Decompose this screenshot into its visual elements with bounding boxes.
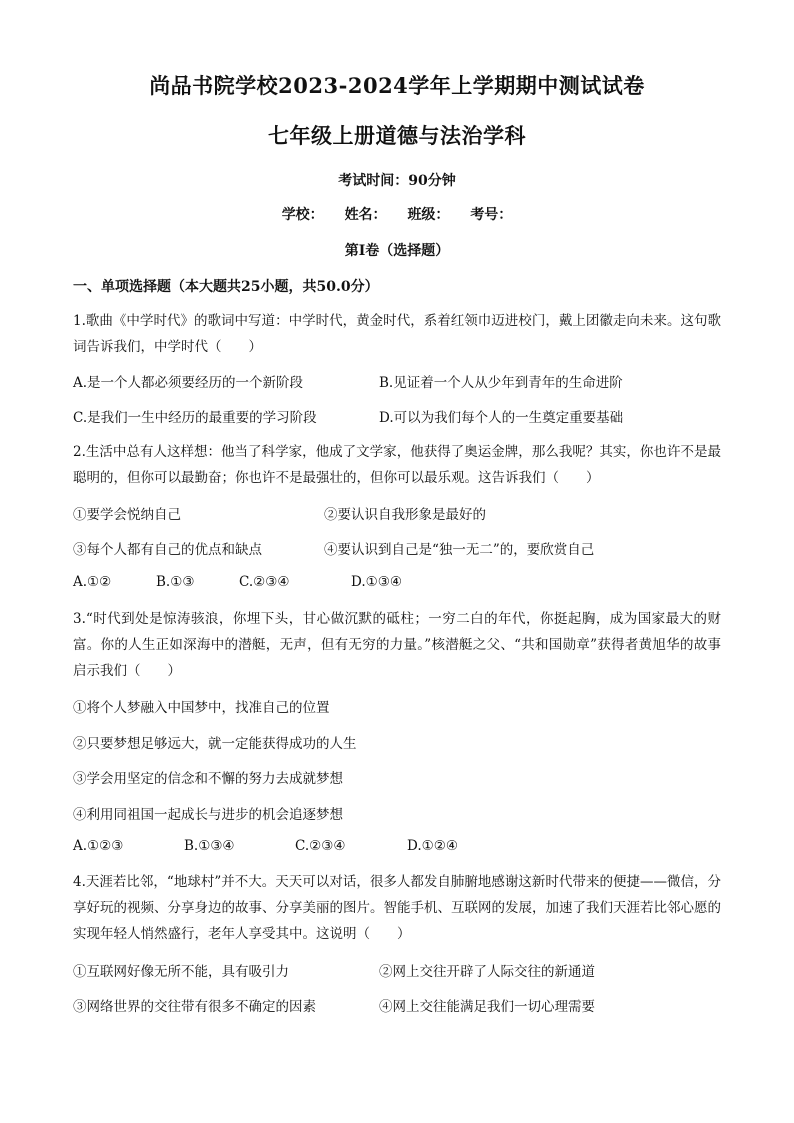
question-1-options-row-1 (73, 371, 721, 393)
question-3-item-3-row (73, 767, 721, 789)
question-4-items-row-1 (73, 960, 721, 982)
question-3-option-b[interactable]: B.①③④ (184, 838, 235, 854)
question-1-stem: 1.歌曲《中学时代》的歌词中写道：中学时代，黄金时代，系着红领巾迈进校门，戴上团徽走向未来。这句歌词告诉我们，中学时代（ ） (73, 313, 721, 355)
question-3-item-3: ③学会用坚定的信念和不懈的努力去成就梦想 (73, 771, 343, 787)
question-2-item-4: ④要认识到自己是“独一无二”的，要欣赏自己 (324, 542, 595, 558)
question-1-options-row-2 (73, 406, 721, 428)
name-field-label: 姓名： (344, 207, 387, 223)
exam-time: 考试时间：90分钟 (338, 173, 456, 189)
question-2-option-d[interactable]: D.①③④ (351, 574, 402, 590)
question-1-option-b[interactable]: B.见证着一个人从少年到青年的生命进阶 (379, 375, 623, 391)
question-2-option-b[interactable]: B.①③ (156, 574, 195, 590)
student-info-row (0, 204, 794, 224)
question-2-option-c[interactable]: C.②③④ (239, 574, 290, 590)
class-field-label: 班级： (407, 207, 450, 223)
question-4-item-1: ①互联网好像无所不能，具有吸引力 (73, 964, 289, 980)
question-3-option-a[interactable]: A.①②③ (73, 838, 124, 854)
question-3-option-d[interactable]: D.①②④ (407, 838, 458, 854)
question-4-stem: 4.天涯若比邻，“地球村”并不大。天天可以对话，很多人都发自肺腑地感谢这新时代带来的便捷——微信，分享好玩的视频、分享身边的故事、分享美丽的图片。智能手机、互联网的发展，加速了我们天涯若比邻心愿的实现年轻人悄然盛行，老年人享受其中。这说明（ ） (73, 874, 721, 942)
question-3-option-c[interactable]: C.②③④ (295, 838, 346, 854)
subject-title: 七年级上册道德与法治学科 (268, 123, 526, 148)
question-2-option-a[interactable]: A.①② (73, 574, 112, 590)
question-1-option-a[interactable]: A.是一个人都必须要经历的一个新阶段 (73, 375, 304, 391)
question-1-option-c[interactable]: C.是我们一生中经历的最重要的学习阶段 (73, 410, 317, 426)
question-3-stem: 3.“时代到处是惊涛骇浪，你埋下头，甘心做沉默的砥柱；一穷二白的年代，你挺起胸，成为国家最大的财富。你的人生正如深海中的潜艇，无声，但有无穷的力量。”核潜艇之父、“共和国勋章”获得者黄旭华的故事启示我们（ ） (73, 611, 721, 679)
question-2-item-3: ③每个人都有自己的优点和缺点 (73, 542, 262, 558)
question-2-items-row-2 (73, 538, 721, 560)
volume-title: 第I卷（选择题） (344, 243, 450, 259)
exam-number-field-label: 考号： (470, 207, 513, 223)
question-3-item-1: ①将个人梦融入中国梦中，找准自己的位置 (73, 700, 330, 716)
question-3-item-4: ④利用同祖国一起成长与进步的机会追逐梦想 (73, 807, 343, 823)
question-4-items-row-2 (73, 995, 721, 1017)
question-4-item-4: ④网上交往能满足我们一切心理需要 (379, 999, 595, 1015)
question-3-item-1-row (73, 696, 721, 718)
question-3-item-2: ②只要梦想足够远大，就一定能获得成功的人生 (73, 736, 357, 752)
question-2-stem: 2.生活中总有人这样想：他当了科学家，他成了文学家，他获得了奥运金牌，那么我呢？其实，你也许不是最聪明的，但你可以最勤奋；你也许不是最强壮的，但你可以最乐观。这告诉我们（ ） (73, 444, 721, 486)
question-2-item-1: ①要学会悦纳自己 (73, 507, 181, 523)
question-2-items-row-1 (73, 503, 721, 525)
question-3-options-row (73, 838, 721, 860)
section-title: 一、单项选择题（本大题共25小题，共50.0分） (73, 279, 379, 295)
school-field-label: 学校： (281, 207, 324, 223)
question-4-item-3: ③网络世界的交往带有很多不确定的因素 (73, 999, 316, 1015)
question-2-item-2: ②要认识自我形象是最好的 (324, 507, 486, 523)
question-1-option-d[interactable]: D.可以为我们每个人的一生奠定重要基础 (379, 410, 624, 426)
exam-title: 尚品书院学校2023-2024学年上学期期中测试试卷 (149, 73, 645, 98)
question-3-item-4-row (73, 803, 721, 825)
question-3-item-2-row (73, 732, 721, 754)
question-2-options-row (73, 574, 721, 596)
question-4-item-2: ②网上交往开辟了人际交往的新通道 (379, 964, 595, 980)
